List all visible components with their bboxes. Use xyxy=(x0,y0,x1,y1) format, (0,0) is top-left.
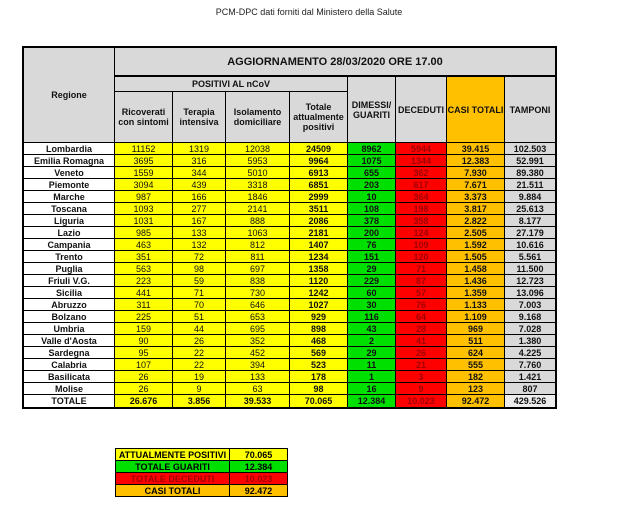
cell-tamponi: 27.179 xyxy=(505,227,557,239)
header-terapia: Terapia intensiva xyxy=(173,92,226,143)
totale-tamponi: 429.526 xyxy=(505,395,557,409)
cell-totale-positivi: 1234 xyxy=(290,251,348,263)
header-deceduti: DECEDUTI xyxy=(396,76,447,143)
cell-terapia: 132 xyxy=(173,239,226,251)
table-row xyxy=(23,275,556,287)
table-row xyxy=(23,155,556,167)
region-name: Umbria xyxy=(23,323,115,335)
region-name: Lombardia xyxy=(23,143,115,155)
cell-dimessi: 30 xyxy=(348,299,396,311)
cell-dimessi: 29 xyxy=(348,263,396,275)
cell-isolamento: 838 xyxy=(226,275,290,287)
cell-casi: 1.505 xyxy=(447,251,505,263)
cell-deceduti: 3 xyxy=(396,371,447,383)
cell-isolamento: 2141 xyxy=(226,203,290,215)
cell-isolamento: 352 xyxy=(226,335,290,347)
cell-isolamento: 394 xyxy=(226,359,290,371)
cell-dimessi: 1 xyxy=(348,371,396,383)
cell-deceduti: 41 xyxy=(396,335,447,347)
summary-row xyxy=(116,461,288,473)
cell-terapia: 51 xyxy=(173,311,226,323)
cell-totale-positivi: 2181 xyxy=(290,227,348,239)
cell-ricoverati: 1031 xyxy=(115,215,173,227)
cell-deceduti: 364 xyxy=(396,191,447,203)
region-name: Molise xyxy=(23,383,115,395)
cell-tamponi: 21.511 xyxy=(505,179,557,191)
header-dimessi: DIMESSI/ GUARITI xyxy=(348,76,396,143)
cell-ricoverati: 159 xyxy=(115,323,173,335)
cell-terapia: 22 xyxy=(173,359,226,371)
cell-terapia: 26 xyxy=(173,335,226,347)
cell-totale-positivi: 523 xyxy=(290,359,348,371)
summary-table xyxy=(115,448,288,497)
table-row xyxy=(23,227,556,239)
cell-tamponi: 12.723 xyxy=(505,275,557,287)
cell-dimessi: 11 xyxy=(348,359,396,371)
table-row xyxy=(23,203,556,215)
region-name: Friuli V.G. xyxy=(23,275,115,287)
cell-ricoverati: 563 xyxy=(115,263,173,275)
cell-casi: 123 xyxy=(447,383,505,395)
table-row xyxy=(23,263,556,275)
covid-regional-table xyxy=(22,46,557,409)
cell-totale-positivi: 1027 xyxy=(290,299,348,311)
header-positivi-group: POSITIVI AL nCoV xyxy=(115,76,348,92)
region-name: Trento xyxy=(23,251,115,263)
cell-dimessi: 655 xyxy=(348,167,396,179)
cell-ricoverati: 225 xyxy=(115,311,173,323)
table-row xyxy=(23,323,556,335)
cell-casi: 1.436 xyxy=(447,275,505,287)
cell-terapia: 344 xyxy=(173,167,226,179)
cell-isolamento: 1846 xyxy=(226,191,290,203)
region-name: Emilia Romagna xyxy=(23,155,115,167)
table-row xyxy=(23,347,556,359)
cell-dimessi: 43 xyxy=(348,323,396,335)
cell-isolamento: 1063 xyxy=(226,227,290,239)
cell-ricoverati: 3094 xyxy=(115,179,173,191)
table-row xyxy=(23,191,556,203)
cell-dimessi: 200 xyxy=(348,227,396,239)
cell-dimessi: 10 xyxy=(348,191,396,203)
cell-terapia: 98 xyxy=(173,263,226,275)
table-row xyxy=(23,251,556,263)
region-name: Lazio xyxy=(23,227,115,239)
cell-tamponi: 102.503 xyxy=(505,143,557,155)
header-update: AGGIORNAMENTO 28/03/2020 ORE 17.00 xyxy=(115,47,557,76)
cell-tamponi: 7.760 xyxy=(505,359,557,371)
summary-row xyxy=(116,485,288,497)
cell-isolamento: 5953 xyxy=(226,155,290,167)
cell-dimessi: 378 xyxy=(348,215,396,227)
page-title: PCM-DPC dati forniti dal Ministero della Salute xyxy=(215,7,403,17)
cell-isolamento: 730 xyxy=(226,287,290,299)
totale-label: TOTALE xyxy=(23,395,115,409)
cell-isolamento: 3318 xyxy=(226,179,290,191)
cell-totale-positivi: 178 xyxy=(290,371,348,383)
region-name: Toscana xyxy=(23,203,115,215)
region-name: Marche xyxy=(23,191,115,203)
totale-casi: 92.472 xyxy=(447,395,505,409)
cell-ricoverati: 90 xyxy=(115,335,173,347)
table-row xyxy=(23,383,556,395)
region-name: Veneto xyxy=(23,167,115,179)
cell-tamponi: 4.225 xyxy=(505,347,557,359)
cell-casi: 2.822 xyxy=(447,215,505,227)
summary-label: TOTALE DECEDUTI xyxy=(116,473,230,485)
table-row xyxy=(23,215,556,227)
cell-terapia: 9 xyxy=(173,383,226,395)
cell-dimessi: 16 xyxy=(348,383,396,395)
region-name: Abruzzo xyxy=(23,299,115,311)
header-casi-totali: CASI TOTALI xyxy=(447,76,505,143)
cell-casi: 1.359 xyxy=(447,287,505,299)
cell-totale-positivi: 24509 xyxy=(290,143,348,155)
cell-casi: 3.817 xyxy=(447,203,505,215)
cell-deceduti: 9 xyxy=(396,383,447,395)
cell-isolamento: 12038 xyxy=(226,143,290,155)
cell-dimessi: 60 xyxy=(348,287,396,299)
cell-isolamento: 5010 xyxy=(226,167,290,179)
cell-deceduti: 87 xyxy=(396,275,447,287)
totale-positivi: 70.065 xyxy=(290,395,348,409)
cell-dimessi: 151 xyxy=(348,251,396,263)
cell-totale-positivi: 6851 xyxy=(290,179,348,191)
cell-dimessi: 108 xyxy=(348,203,396,215)
cell-deceduti: 28 xyxy=(396,323,447,335)
cell-totale-positivi: 1120 xyxy=(290,275,348,287)
cell-ricoverati: 3695 xyxy=(115,155,173,167)
cell-isolamento: 653 xyxy=(226,311,290,323)
cell-isolamento: 697 xyxy=(226,263,290,275)
region-name: Valle d'Aosta xyxy=(23,335,115,347)
cell-ricoverati: 95 xyxy=(115,347,173,359)
cell-totale-positivi: 6913 xyxy=(290,167,348,179)
cell-isolamento: 452 xyxy=(226,347,290,359)
cell-deceduti: 1344 xyxy=(396,155,447,167)
totale-deceduti: 10.023 xyxy=(396,395,447,409)
cell-casi: 1.133 xyxy=(447,299,505,311)
cell-dimessi: 229 xyxy=(348,275,396,287)
cell-casi: 1.592 xyxy=(447,239,505,251)
summary-row xyxy=(116,449,288,461)
summary-label: CASI TOTALI xyxy=(116,485,230,497)
cell-ricoverati: 11152 xyxy=(115,143,173,155)
cell-tamponi: 807 xyxy=(505,383,557,395)
totale-row xyxy=(23,395,556,409)
cell-dimessi: 76 xyxy=(348,239,396,251)
totale-terapia: 3.856 xyxy=(173,395,226,409)
cell-totale-positivi: 569 xyxy=(290,347,348,359)
cell-terapia: 19 xyxy=(173,371,226,383)
cell-deceduti: 617 xyxy=(396,179,447,191)
cell-terapia: 167 xyxy=(173,215,226,227)
cell-tamponi: 11.500 xyxy=(505,263,557,275)
cell-casi: 2.505 xyxy=(447,227,505,239)
summary-label: TOTALE GUARITI xyxy=(116,461,230,473)
cell-casi: 969 xyxy=(447,323,505,335)
cell-terapia: 44 xyxy=(173,323,226,335)
header-regione: Regione xyxy=(23,47,115,143)
cell-totale-positivi: 2086 xyxy=(290,215,348,227)
summary-label: ATTUALMENTE POSITIVI xyxy=(116,449,230,461)
cell-dimessi: 203 xyxy=(348,179,396,191)
cell-isolamento: 888 xyxy=(226,215,290,227)
cell-tamponi: 7.028 xyxy=(505,323,557,335)
summary-value: 10.023 xyxy=(230,473,288,485)
region-name: Liguria xyxy=(23,215,115,227)
cell-isolamento: 695 xyxy=(226,323,290,335)
cell-ricoverati: 1093 xyxy=(115,203,173,215)
cell-deceduti: 5944 xyxy=(396,143,447,155)
cell-casi: 1.458 xyxy=(447,263,505,275)
cell-tamponi: 9.168 xyxy=(505,311,557,323)
totale-ricoverati: 26.676 xyxy=(115,395,173,409)
region-name: Calabria xyxy=(23,359,115,371)
cell-tamponi: 52.991 xyxy=(505,155,557,167)
cell-deceduti: 120 xyxy=(396,251,447,263)
cell-totale-positivi: 1358 xyxy=(290,263,348,275)
cell-dimessi: 29 xyxy=(348,347,396,359)
cell-totale-positivi: 929 xyxy=(290,311,348,323)
cell-dimessi: 2 xyxy=(348,335,396,347)
cell-casi: 624 xyxy=(447,347,505,359)
cell-ricoverati: 441 xyxy=(115,287,173,299)
cell-ricoverati: 987 xyxy=(115,191,173,203)
cell-casi: 12.383 xyxy=(447,155,505,167)
summary-row xyxy=(116,473,288,485)
cell-totale-positivi: 468 xyxy=(290,335,348,347)
table-row xyxy=(23,335,556,347)
cell-tamponi: 8.177 xyxy=(505,215,557,227)
cell-casi: 182 xyxy=(447,371,505,383)
cell-terapia: 1319 xyxy=(173,143,226,155)
region-name: Puglia xyxy=(23,263,115,275)
table-row xyxy=(23,179,556,191)
cell-totale-positivi: 1407 xyxy=(290,239,348,251)
cell-totale-positivi: 1242 xyxy=(290,287,348,299)
cell-totale-positivi: 898 xyxy=(290,323,348,335)
cell-casi: 7.930 xyxy=(447,167,505,179)
cell-tamponi: 89.380 xyxy=(505,167,557,179)
cell-deceduti: 26 xyxy=(396,347,447,359)
cell-totale-positivi: 9964 xyxy=(290,155,348,167)
cell-tamponi: 1.421 xyxy=(505,371,557,383)
cell-terapia: 133 xyxy=(173,227,226,239)
cell-ricoverati: 223 xyxy=(115,275,173,287)
table-row xyxy=(23,299,556,311)
header-tamponi: TAMPONI xyxy=(505,76,557,143)
cell-ricoverati: 107 xyxy=(115,359,173,371)
region-name: Bolzano xyxy=(23,311,115,323)
cell-terapia: 70 xyxy=(173,299,226,311)
cell-tamponi: 10.616 xyxy=(505,239,557,251)
table-row xyxy=(23,287,556,299)
cell-terapia: 166 xyxy=(173,191,226,203)
cell-terapia: 316 xyxy=(173,155,226,167)
table-row xyxy=(23,143,556,155)
cell-tamponi: 7.003 xyxy=(505,299,557,311)
cell-terapia: 59 xyxy=(173,275,226,287)
region-name: Sicilia xyxy=(23,287,115,299)
cell-ricoverati: 1559 xyxy=(115,167,173,179)
cell-tamponi: 25.613 xyxy=(505,203,557,215)
cell-deceduti: 109 xyxy=(396,239,447,251)
cell-ricoverati: 311 xyxy=(115,299,173,311)
cell-isolamento: 811 xyxy=(226,251,290,263)
cell-isolamento: 646 xyxy=(226,299,290,311)
table-row xyxy=(23,359,556,371)
cell-deceduti: 57 xyxy=(396,287,447,299)
cell-ricoverati: 985 xyxy=(115,227,173,239)
cell-deceduti: 64 xyxy=(396,311,447,323)
table-row xyxy=(23,311,556,323)
table-row xyxy=(23,371,556,383)
cell-ricoverati: 351 xyxy=(115,251,173,263)
cell-dimessi: 116 xyxy=(348,311,396,323)
cell-deceduti: 198 xyxy=(396,203,447,215)
totale-isolamento: 39.533 xyxy=(226,395,290,409)
region-name: Campania xyxy=(23,239,115,251)
table-row xyxy=(23,167,556,179)
cell-ricoverati: 26 xyxy=(115,383,173,395)
cell-totale-positivi: 2999 xyxy=(290,191,348,203)
cell-dimessi: 8962 xyxy=(348,143,396,155)
cell-dimessi: 1075 xyxy=(348,155,396,167)
cell-ricoverati: 26 xyxy=(115,371,173,383)
region-name: Basilicata xyxy=(23,371,115,383)
cell-terapia: 439 xyxy=(173,179,226,191)
header-ricoverati: Ricoverati con sintomi xyxy=(115,92,173,143)
summary-value: 70.065 xyxy=(230,449,288,461)
cell-terapia: 71 xyxy=(173,287,226,299)
cell-terapia: 72 xyxy=(173,251,226,263)
cell-isolamento: 812 xyxy=(226,239,290,251)
cell-casi: 555 xyxy=(447,359,505,371)
cell-tamponi: 13.096 xyxy=(505,287,557,299)
cell-tamponi: 9.884 xyxy=(505,191,557,203)
cell-tamponi: 5.561 xyxy=(505,251,557,263)
cell-casi: 1.109 xyxy=(447,311,505,323)
header-totale-positivi: Totale attualmente positivi xyxy=(290,92,348,143)
cell-totale-positivi: 3511 xyxy=(290,203,348,215)
summary-value: 92.472 xyxy=(230,485,288,497)
region-name: Piemonte xyxy=(23,179,115,191)
summary-value: 12.384 xyxy=(230,461,288,473)
cell-totale-positivi: 98 xyxy=(290,383,348,395)
cell-deceduti: 362 xyxy=(396,167,447,179)
cell-deceduti: 21 xyxy=(396,359,447,371)
cell-deceduti: 76 xyxy=(396,299,447,311)
region-name: Sardegna xyxy=(23,347,115,359)
cell-casi: 3.373 xyxy=(447,191,505,203)
cell-terapia: 22 xyxy=(173,347,226,359)
cell-ricoverati: 463 xyxy=(115,239,173,251)
header-isolamento: Isolamento domiciliare xyxy=(226,92,290,143)
totale-dimessi: 12.384 xyxy=(348,395,396,409)
cell-casi: 511 xyxy=(447,335,505,347)
cell-terapia: 277 xyxy=(173,203,226,215)
cell-isolamento: 133 xyxy=(226,371,290,383)
cell-casi: 39.415 xyxy=(447,143,505,155)
table-row xyxy=(23,239,556,251)
cell-isolamento: 63 xyxy=(226,383,290,395)
cell-deceduti: 124 xyxy=(396,227,447,239)
cell-deceduti: 71 xyxy=(396,263,447,275)
cell-casi: 7.671 xyxy=(447,179,505,191)
cell-deceduti: 358 xyxy=(396,215,447,227)
cell-tamponi: 1.380 xyxy=(505,335,557,347)
